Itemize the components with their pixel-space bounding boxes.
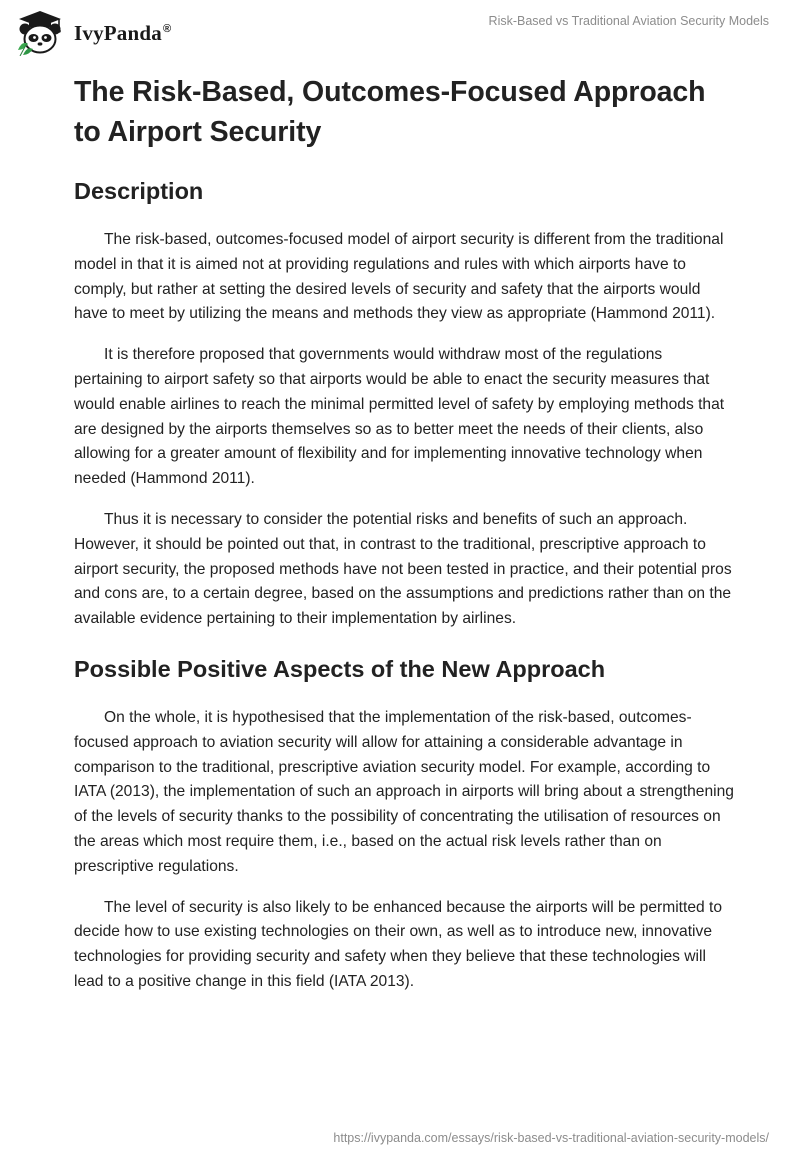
page-header [0,0,800,64]
registered-mark: ® [162,22,172,35]
article-title: The Risk-Based, Outcomes-Focused Approach to Airport Security [74,76,706,148]
section-heading-positive-aspects: Possible Positive Aspects of the New Approach [74,655,606,682]
paragraph: It is therefore proposed that governments would withdraw most of the regulations pertaining to airport safety so that airports would be able to enact the security measures that would enable airlines to reach the minimal permitted level of safety by employing methods that are designed by the airports themselves so as to better meet the needs of their clients, also allowing for a greater amount of flexibility and for implementing innovative technology when needed (Hammond 2011). [74,346,725,488]
paragraph: The level of security is also likely to be enhanced because the airports will be permitted to decide how to use existing technologies on their own, as well as to introduce new, innovative technologies for providing security and safety when they believe that these technologies will lead to a positive change in this field (IATA 2013). [74,898,723,990]
brand-logo[interactable] [14,10,171,56]
section-heading-description: Description [74,178,204,204]
paragraph: On the whole, it is hypothesised that the implementation of the risk-based, outcomes-focused approach to aviation security will allow for attaining a considerable advantage in comparison to the traditional, prescriptive aviation security model. For example, according to IATA (2013), the implementation of such an approach in airports will bring about a strengthening of the levels of security thanks to the possibility of concentrating the utilisation of resources on the areas which most require them, i.e., based on the actual risk levels rather than on prescriptive regulations. [74,708,734,875]
source-url-link[interactable]: https://ivypanda.com/essays/risk-based-vs-traditional-aviation-security-models/ [333,1131,769,1145]
panda-graduate-icon [14,10,66,56]
article-body [74,72,734,995]
brand-name: IvyPanda® [74,20,172,45]
paragraph: Thus it is necessary to consider the potential risks and benefits of such an approach. However, it should be pointed out that, in contrast to the traditional, prescriptive approach to airport security, the proposed methods have not been tested in practice, and their potential pros and cons are, to a certain degree, based on the assumptions and predictions rather than on the available evidence pertaining to their implementation by airlines. [74,510,732,628]
document-title: Risk-Based vs Traditional Aviation Security Models [488,14,769,28]
paragraph: The risk-based, outcomes-focused model of airport security is different from the traditional model in that it is aimed not at providing regulations and rules with which airports have to comply, but rather at setting the desired levels of security and safety that the airports would have to meet by utilizing the means and methods they view as appropriate (Hammond 2011). [74,231,724,323]
